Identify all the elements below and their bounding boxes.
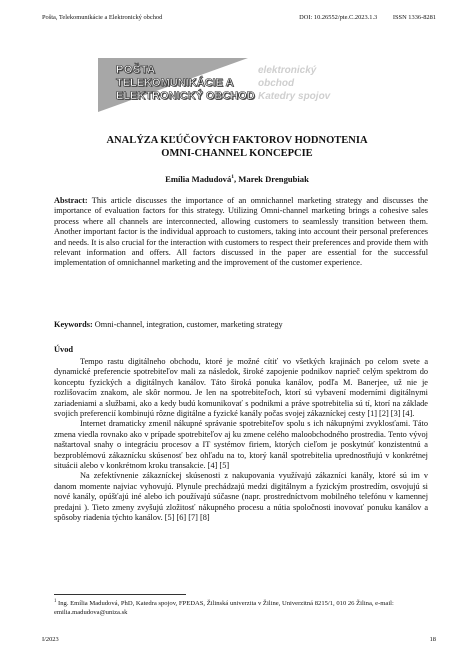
abstract <box>54 196 428 269</box>
header-identifiers <box>285 14 436 21</box>
paper-title <box>40 134 434 160</box>
keywords-label: Keywords: <box>54 320 93 329</box>
issue-number: I/2023 <box>42 636 59 643</box>
author-1: Emília Madudová <box>165 174 232 184</box>
logo-line-3: ELEKTRONICKÝ OBCHOD <box>116 90 255 102</box>
doi[interactable]: DOI: 10.26552/pte.C.2023.1.3 <box>299 14 378 21</box>
journal-name: Pošta, Telekomunikácie a Elektronický obchod <box>42 14 163 21</box>
author-footnote-marker[interactable]: 1 <box>231 174 234 181</box>
logo-watermark-text <box>258 64 330 103</box>
section-heading: Úvod <box>54 345 74 354</box>
body-text <box>54 357 428 524</box>
authors <box>40 174 434 184</box>
abstract-label: Abstract: <box>54 196 88 205</box>
paragraph: Na zefektívnenie zákazníckej skúsenosti z nakupovania využívajú zákazníci kanály, ktoré sú im v danom momente najviac vyhovujú. Plynule prechádzajú medzi digitálnym a fyzickým prostredím, osvojujú si nové kanály, opúšťajú iné alebo ich používajú súčasne (napr. prostredníctvom mobilného telefónu v kamennej predajni ). Tieto zmeny zvyšujú zložitosť nákupného procesu a nútia spoločnosti inovovať ponuku kanálov a spôsoby riadenia týchto kanálov. [5] [6] [7] [8] <box>54 471 428 523</box>
footnote-marker: 1 <box>54 599 57 604</box>
journal-logo <box>98 58 368 118</box>
logo-watermark-line-2: obchod <box>258 78 295 89</box>
page-footer <box>42 636 436 643</box>
issn: ISSN 1336-8281 <box>392 14 436 21</box>
paragraph: Tempo rastu digitálneho obchodu, ktoré je možné cítiť vo všetkých krajinách po celom svete a dynamické preferencie spotrebiteľov mali za následok, široké zapojenie podnikov naprieč celým spektrom do konceptu fyzických a digitálnych kanálov. Táto široká ponuka kanálov, podľa M. Banerjee, už nie je rozlišovacím znakom, ale skôr normou. Je len na spotrebiteľoch, ktorí sú vybavení moderními digitálnymi zariadeniami a službami, ako a kedy budú komunikovať s podnikmi a práve spotrebitelia sú tí, ktorí na základe svojich preferencií kombinujú rôzne digitálne a fyzické kanály počas svojej zákazníckej cesty [1] [2] [3] [4]. <box>54 357 428 419</box>
title-line-2: OMNI-CHANNEL KONCEPCIE <box>161 148 313 159</box>
footnote-divider <box>54 594 186 595</box>
running-header <box>42 14 436 21</box>
footnote-text: Ing. Emília Madudová, PhD, Katedra spojov, FPEDAS, Žilinská univerzita v Žiline, Univerzitná 8215/1, 010 26 Žilina, e-mail: emilia.madudova@uniza.sk <box>54 600 394 616</box>
logo-watermark-line-1: elektronický <box>258 65 317 76</box>
page-number: 18 <box>429 636 436 643</box>
logo-line-2: TELEKOMUNIKÁCIE A <box>116 77 234 89</box>
title-line-1: ANALÝZA KĽÚČOVÝCH FAKTOROV HODNOTENIA <box>106 135 368 146</box>
abstract-text: This article discusses the importance of an omnichannel marketing strategy and discusses the importance of evaluation factors for this strategy. Utilizing Omni-channel marketing brings a cohesive sales process where all channels are interconnected, allowing customers to seamlessly transition between them. Another important factor is the individual approach to customers, taking into account their personal preferences and needs. It is also crucial for the interaction with customers to respect their preferences and provide them with relevant information and offers. All factors discussed in the paper are essential for the successful implementation of omnichannel marketing and the improvement of the customer experience. <box>54 196 428 268</box>
paragraph: Internet dramaticky zmenil nákupné správanie spotrebiteľov spolu s ich nákupnými zvyklosťami. Táto zmena viedla rovnako ako v prípade spotrebiteľov aj ku zmene celého maloobchodného prostredia. Tento vývoj naštartoval snahy o integráciu procesov a IT systémov firiem, ktorých cieľom je poskytnúť konzistentnú a bezproblémovú zákaznícku skúsenosť bez ohľadu na to, ktorý kanál spotrebitelia uprednostňujú v konkrétnej situácii alebo v konkrétnom kroku transakcie. [4] [5] <box>54 419 428 471</box>
footnote <box>54 598 428 617</box>
author-others: , Marek Drengubiak <box>234 174 309 184</box>
keywords-text: Omni-channel, integration, customer, marketing strategy <box>92 320 283 329</box>
logo-watermark-line-3: Katedry spojov <box>258 91 331 102</box>
logo-line-1: POŠTA <box>116 64 156 76</box>
keywords <box>54 320 428 329</box>
